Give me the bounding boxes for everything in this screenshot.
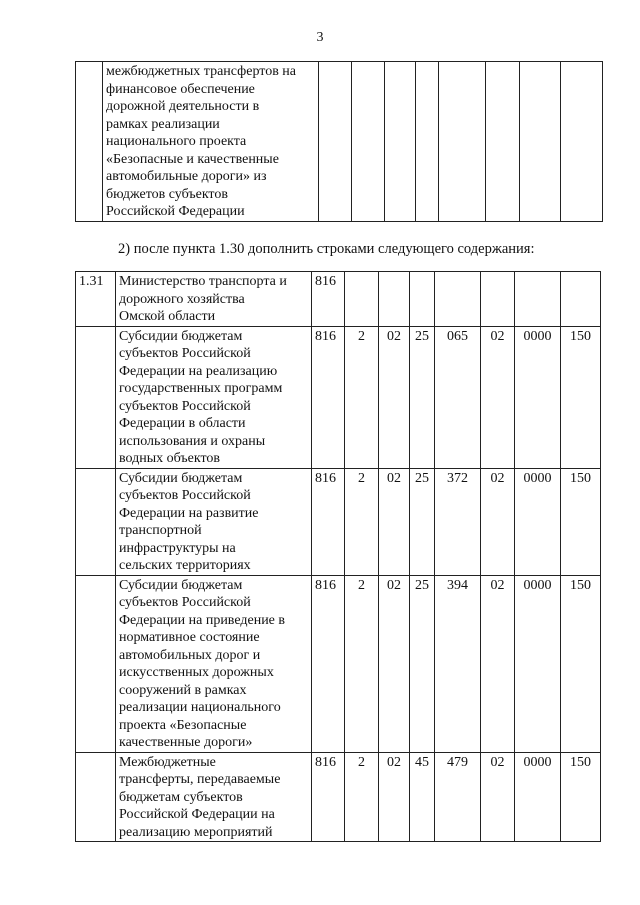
description-line: Федерации в области (119, 416, 246, 431)
code-cell-5 (435, 272, 481, 327)
description-line: сооружений в рамках (119, 682, 247, 698)
item-number-cell: 1.31 (76, 272, 116, 327)
code-cell-1: 816 (312, 468, 345, 575)
description-cell (116, 752, 312, 842)
item-number-cell (76, 752, 116, 842)
code-cell-8: 150 (561, 752, 601, 842)
description-line: рамках реализации (106, 116, 220, 132)
description-line: Федерации на приведение в (119, 612, 286, 628)
code-cell-2: 2 (345, 468, 379, 575)
description-line: межбюджетных трансфертов на (106, 64, 297, 79)
budget-codes-table (75, 271, 601, 842)
item-number-cell (76, 468, 116, 575)
description-line: искусственных дорожных (119, 665, 274, 680)
code-cell-8 (561, 272, 601, 327)
code-cell-6: 02 (481, 468, 515, 575)
code-cell-7: 0000 (515, 468, 561, 575)
code-cell (561, 62, 603, 222)
code-cell-3: 02 (379, 326, 410, 468)
description-line: автомобильных дорог и (119, 647, 261, 663)
table-row (76, 575, 601, 752)
code-cell (416, 62, 439, 222)
description-line: Межбюджетные (119, 754, 216, 770)
code-cell-4 (410, 272, 435, 327)
description-line: национального проекта (106, 134, 247, 149)
description-line: реализацию мероприятий (119, 824, 273, 840)
code-cell (385, 62, 416, 222)
amendment-text: 2) после пункта 1.30 дополнить строками следующего содержания: (118, 241, 535, 257)
code-cell-5: 394 (435, 575, 481, 752)
code-cell-2: 2 (345, 752, 379, 842)
description-line: Субсидии бюджетам (119, 577, 243, 593)
page-number: 3 (316, 30, 324, 45)
code-cell-5: 065 (435, 326, 481, 468)
code-cell-2: 2 (345, 326, 379, 468)
code-cell-7 (515, 272, 561, 327)
description-line: автомобильные дороги» из (106, 169, 267, 184)
description-line: Министерство транспорта и (119, 274, 287, 289)
code-cell-4: 25 (410, 468, 435, 575)
description-line: субъектов Российской (119, 595, 251, 610)
code-cell-7: 0000 (515, 326, 561, 468)
code-cell-4: 25 (410, 326, 435, 468)
code-cell-2 (345, 272, 379, 327)
description-line: Федерации на развитие (119, 505, 259, 521)
description-line: Федерации на реализацию (119, 363, 278, 379)
code-cell (520, 62, 561, 222)
description-line: Российской Федерации на (119, 807, 275, 822)
description-line: нормативное состояние (119, 630, 260, 645)
code-cell-5: 372 (435, 468, 481, 575)
code-cell-3: 02 (379, 752, 410, 842)
code-cell-4: 25 (410, 575, 435, 752)
code-cell-2: 2 (345, 575, 379, 752)
code-cell-6 (481, 272, 515, 327)
table-row (76, 326, 601, 468)
description-cell (116, 575, 312, 752)
description-line: использования и охраны (119, 433, 266, 449)
code-cell-8: 150 (561, 326, 601, 468)
description-line: бюджетов субъектов (106, 186, 228, 202)
description-line: качественные дороги» (119, 735, 253, 750)
description-line: проекта «Безопасные (119, 717, 247, 733)
code-cell-4: 45 (410, 752, 435, 842)
item-number-cell (76, 575, 116, 752)
table-row (76, 272, 601, 327)
description-line: инфраструктуры на (119, 540, 236, 556)
code-cell-7: 0000 (515, 575, 561, 752)
description-line: реализации национального (119, 700, 281, 715)
description-cell (116, 468, 312, 575)
description-line: дорожного хозяйства (119, 291, 245, 307)
code-cell-7: 0000 (515, 752, 561, 842)
code-cell (486, 62, 520, 222)
code-cell-1: 816 (312, 575, 345, 752)
description-line: субъектов Российской (119, 488, 251, 503)
code-cell (352, 62, 385, 222)
description-cell (103, 62, 319, 222)
description-line: сельских территориях (119, 558, 251, 573)
table-row (76, 468, 601, 575)
description-line: Российской Федерации (106, 204, 245, 219)
description-line: бюджетам субъектов (119, 789, 243, 805)
code-cell-6: 02 (481, 326, 515, 468)
description-line: субъектов Российской (119, 346, 251, 361)
description-line: «Безопасные и качественные (106, 151, 279, 167)
code-cell-3: 02 (379, 468, 410, 575)
description-line: дорожной деятельности в (106, 99, 260, 114)
code-cell-5: 479 (435, 752, 481, 842)
code-cell-6: 02 (481, 575, 515, 752)
description-line: государственных программ (119, 381, 283, 396)
description-line: Субсидии бюджетам (119, 328, 243, 344)
code-cell-8: 150 (561, 575, 601, 752)
code-cell-3: 02 (379, 575, 410, 752)
description-line: водных объектов (119, 451, 221, 466)
number-cell (76, 62, 103, 222)
code-cell-3 (379, 272, 410, 327)
description-line: трансферты, передаваемые (119, 772, 281, 787)
description-line: Субсидии бюджетам (119, 470, 243, 486)
description-line: субъектов Российской (119, 398, 251, 414)
table-row (76, 62, 603, 222)
code-cell (319, 62, 352, 222)
item-number-cell (76, 326, 116, 468)
description-line: транспортной (119, 523, 202, 538)
description-line: Омской области (119, 309, 216, 324)
code-cell (439, 62, 486, 222)
description-cell (116, 272, 312, 327)
code-cell-1: 816 (312, 326, 345, 468)
code-cell-1: 816 (312, 272, 345, 327)
code-cell-1: 816 (312, 752, 345, 842)
code-cell-8: 150 (561, 468, 601, 575)
table-row (76, 752, 601, 842)
code-cell-6: 02 (481, 752, 515, 842)
continued-table (75, 61, 603, 222)
description-cell (116, 326, 312, 468)
description-line: финансовое обеспечение (106, 81, 255, 97)
